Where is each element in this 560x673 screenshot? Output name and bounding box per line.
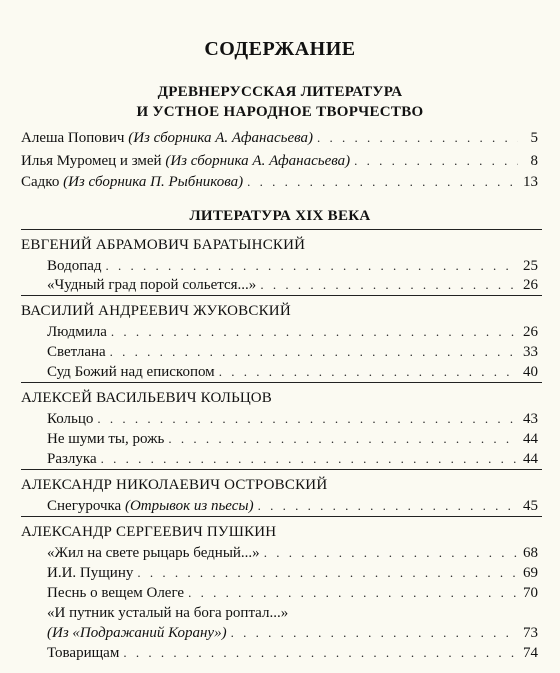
author-heading: АЛЕКСЕЙ ВАСИЛЬЕВИЧ КОЛЬЦОВ xyxy=(21,382,542,408)
entry-note: (Из сборника П. Рыбникова) xyxy=(63,174,244,190)
section-heading-line1: ДРЕВНЕРУССКАЯ ЛИТЕРАТУРА xyxy=(157,84,403,100)
toc-entry[interactable] xyxy=(47,623,538,643)
leader-dots xyxy=(137,563,518,583)
page-title: СОДЕРЖАНИЕ xyxy=(204,38,356,60)
leader-dots xyxy=(231,623,518,643)
entry-title: Водопад xyxy=(47,258,102,274)
entry-title: Алеша Попович xyxy=(21,130,129,146)
page-number: 44 xyxy=(523,431,538,447)
entry-title: Кольцо xyxy=(47,411,94,427)
toc-entry[interactable] xyxy=(47,342,538,362)
entry-title: Илья Муромец и змей xyxy=(21,153,166,169)
entry-title: «Жил на свете рыцарь бедный...» xyxy=(47,545,260,561)
toc-entry[interactable] xyxy=(47,362,538,382)
entry-title: Песнь о вещем Олеге xyxy=(47,585,185,601)
leader-dots xyxy=(219,362,518,382)
leader-dots xyxy=(260,275,518,295)
entry-title: Снегурочка xyxy=(47,498,125,514)
entry-title: «Чудный град порой сольется...» xyxy=(47,277,257,293)
leader-dots xyxy=(317,128,518,148)
page-number: 26 xyxy=(523,324,538,340)
toc-entry[interactable] xyxy=(47,643,538,663)
entry-note: (Из «Подражаний Корану») xyxy=(47,625,227,641)
entry-note: (Из сборника А. Афанасьева) xyxy=(128,130,314,146)
toc-entry[interactable] xyxy=(47,563,538,583)
page-number: 45 xyxy=(523,498,538,514)
page-number: 73 xyxy=(523,625,538,641)
toc-entry[interactable] xyxy=(47,429,538,449)
leader-dots xyxy=(168,429,518,449)
leader-dots xyxy=(110,342,518,362)
page-number: 5 xyxy=(530,130,538,146)
author-heading: АЛЕКСАНДР СЕРГЕЕВИЧ ПУШКИН xyxy=(21,516,542,542)
entry-title: Людмила xyxy=(47,324,107,340)
page-number: 13 xyxy=(523,174,538,190)
author-heading: АЛЕКСАНДР НИКОЛАЕВИЧ ОСТРОВСКИЙ xyxy=(21,469,542,495)
page-number: 44 xyxy=(523,451,538,467)
page-number: 43 xyxy=(523,411,538,427)
section-heading-old-russian xyxy=(0,82,560,122)
leader-dots xyxy=(106,256,518,276)
toc-entry[interactable] xyxy=(47,449,538,469)
page-number: 70 xyxy=(523,585,538,601)
entry-title-line1[interactable]: «И путник усталый на бога роптал...» xyxy=(47,605,289,621)
page-number: 26 xyxy=(523,277,538,293)
toc-entry[interactable] xyxy=(47,322,538,342)
entry-title: И.И. Пущину xyxy=(47,565,134,581)
page-number: 74 xyxy=(523,645,538,661)
page-number: 69 xyxy=(523,565,538,581)
toc-entry[interactable] xyxy=(21,172,538,192)
section-heading-line2: И УСТНОЕ НАРОДНОЕ ТВОРЧЕСТВО xyxy=(136,104,424,120)
leader-dots xyxy=(97,409,518,429)
leader-dots xyxy=(264,543,518,563)
leader-dots xyxy=(111,322,518,342)
entry-note: (Отрывок из пьесы) xyxy=(124,498,254,514)
leader-dots xyxy=(188,583,518,603)
entry-title: Садко xyxy=(21,174,64,190)
page-number: 40 xyxy=(523,364,538,380)
entry-title: Товарищам xyxy=(47,645,120,661)
toc-entry[interactable] xyxy=(47,275,538,295)
toc-entry[interactable] xyxy=(47,543,538,563)
author-heading: ЕВГЕНИЙ АБРАМОВИЧ БАРАТЫНСКИЙ xyxy=(21,229,542,255)
section-heading-19th-century: ЛИТЕРАТУРА XIX ВЕКА xyxy=(189,208,371,224)
author-heading: ВАСИЛИЙ АНДРЕЕВИЧ ЖУКОВСКИЙ xyxy=(21,295,542,321)
page-number: 68 xyxy=(523,545,538,561)
toc-entry[interactable] xyxy=(21,151,538,171)
toc-entry[interactable] xyxy=(47,256,538,276)
page-number: 33 xyxy=(523,344,538,360)
toc-entry[interactable] xyxy=(21,128,538,148)
toc-entry[interactable] xyxy=(47,496,538,516)
leader-dots xyxy=(247,172,518,192)
entry-title: Не шуми ты, рожь xyxy=(47,431,165,447)
entry-note: (Из сборника А. Афанасьева) xyxy=(165,153,351,169)
leader-dots xyxy=(123,643,518,663)
entry-title: Светлана xyxy=(47,344,106,360)
toc-entry[interactable] xyxy=(47,409,538,429)
toc-entry[interactable] xyxy=(47,583,538,603)
leader-dots xyxy=(258,496,518,516)
leader-dots xyxy=(354,151,518,171)
entry-title: Суд Божий над епископом xyxy=(47,364,215,380)
leader-dots xyxy=(101,449,518,469)
page-number: 8 xyxy=(530,153,538,169)
entry-title: Разлука xyxy=(47,451,97,467)
page-number: 25 xyxy=(523,258,538,274)
